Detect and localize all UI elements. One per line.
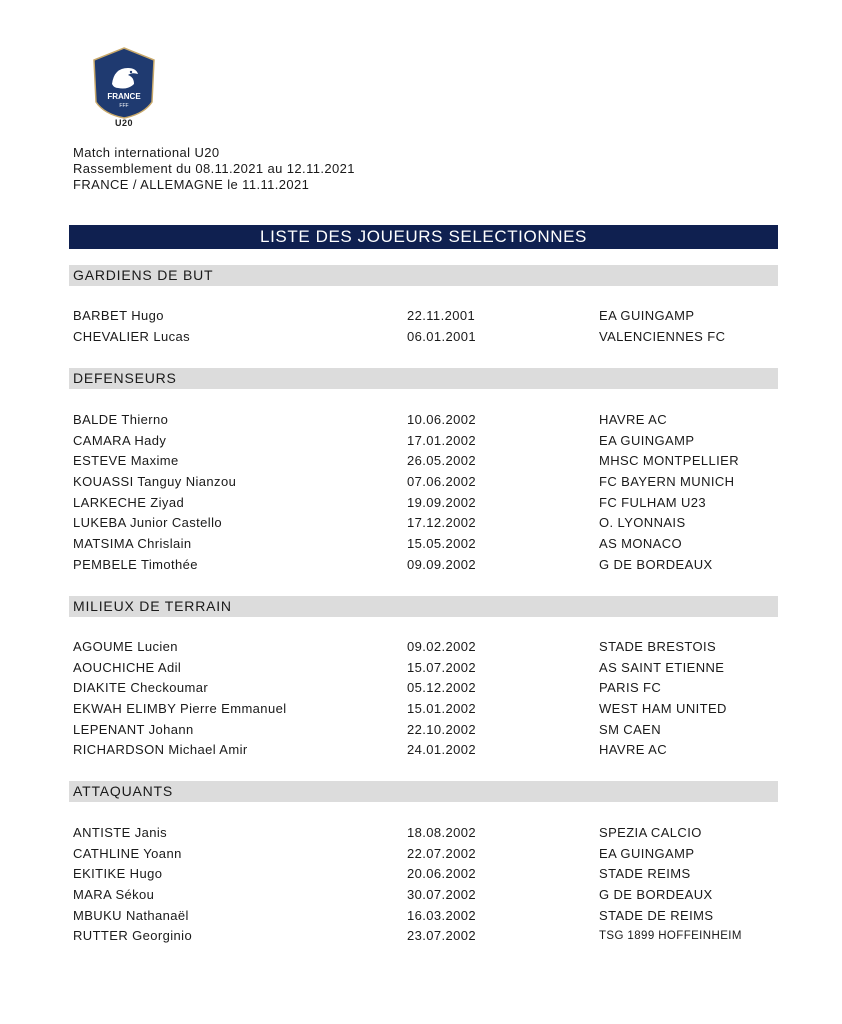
player-name: MATSIMA Chrislain <box>73 536 192 552</box>
player-name: CHEVALIER Lucas <box>73 328 191 344</box>
player-club: AS MONACO <box>599 536 683 552</box>
player-name: CATHLINE Yoann <box>73 845 182 861</box>
player-name: RUTTER Georginio <box>73 928 193 944</box>
logo-caption-u20: U20 <box>114 118 133 128</box>
player-row <box>69 410 778 431</box>
player-dob: 10.06.2002 <box>407 412 477 427</box>
player-dob: 16.03.2002 <box>407 907 477 923</box>
player-row <box>69 555 778 576</box>
player-dob: 22.11.2001 <box>407 308 476 323</box>
player-dob: 22.07.2002 <box>407 845 477 861</box>
crest-fff-text: FFF <box>119 103 129 109</box>
player-row <box>69 699 778 720</box>
player-row <box>69 431 778 452</box>
player-club: MHSC MONTPELLIER <box>599 453 740 469</box>
player-name: RICHARDSON Michael Amir <box>73 742 248 758</box>
player-name: LEPENANT Johann <box>73 721 194 737</box>
player-dob: 24.01.2002 <box>407 742 477 758</box>
player-dob: 19.09.2002 <box>407 494 477 510</box>
player-club: EA GUINGAMP <box>599 432 695 448</box>
rooster-eye-dot <box>130 71 132 73</box>
player-dob: 15.01.2002 <box>407 701 477 717</box>
player-row <box>69 926 778 947</box>
player-row <box>69 844 778 865</box>
player-name: CAMARA Hady <box>73 432 167 448</box>
player-row <box>69 658 778 679</box>
player-row <box>69 885 778 906</box>
section-heading: MILIEUX DE TERRAIN <box>69 596 778 617</box>
player-club: O. LYONNAIS <box>599 515 686 531</box>
player-club: STADE DE REIMS <box>599 907 714 923</box>
section-defenders <box>69 368 778 576</box>
player-club: STADE BRESTOIS <box>599 639 717 654</box>
player-dob: 15.05.2002 <box>407 536 477 552</box>
player-row <box>69 720 778 741</box>
player-name: BARBET Hugo <box>73 308 164 323</box>
player-row <box>69 534 778 555</box>
player-row <box>69 513 778 534</box>
player-dob: 26.05.2002 <box>407 453 477 469</box>
player-dob: 06.01.2001 <box>407 328 477 344</box>
match-info-line-2: Rassemblement du 08.11.2021 au 12.11.2021 <box>73 161 355 176</box>
player-name: ANTISTE Janis <box>73 825 168 840</box>
player-dob: 20.06.2002 <box>407 866 477 882</box>
player-dob: 17.01.2002 <box>407 432 477 448</box>
player-dob: 23.07.2002 <box>407 928 477 944</box>
player-row <box>69 306 778 327</box>
match-info-line-3: FRANCE / ALLEMAGNE le 11.11.2021 <box>73 177 310 192</box>
match-info-line-1: Match international U20 <box>73 145 220 160</box>
player-dob: 22.10.2002 <box>407 721 477 737</box>
player-club: EA GUINGAMP <box>599 308 695 323</box>
player-dob: 09.02.2002 <box>407 639 477 654</box>
player-name: LUKEBA Junior Castello <box>73 515 222 531</box>
player-club: PARIS FC <box>599 680 662 696</box>
player-club: TSG 1899 HOFFEINHEIM <box>599 930 742 943</box>
player-club: AS SAINT ETIENNE <box>599 659 725 675</box>
player-dob: 15.07.2002 <box>407 659 477 675</box>
player-dob: 17.12.2002 <box>407 515 477 531</box>
player-club: STADE REIMS <box>599 866 691 882</box>
player-club: HAVRE AC <box>599 412 667 427</box>
player-row <box>69 678 778 699</box>
player-dob: 07.06.2002 <box>407 474 477 490</box>
section-heading: ATTAQUANTS <box>69 781 778 802</box>
player-row <box>69 823 778 844</box>
player-name: EKITIKE Hugo <box>73 866 163 882</box>
document-title: LISTE DES JOUEURS SELECTIONNES <box>69 225 778 249</box>
player-dob: 05.12.2002 <box>407 680 477 696</box>
section-forwards <box>69 781 778 947</box>
player-name: MARA Sékou <box>73 887 155 903</box>
section-heading: DEFENSEURS <box>69 368 778 389</box>
player-row <box>69 906 778 927</box>
player-row <box>69 864 778 885</box>
player-name: AOUCHICHE Adil <box>73 659 182 675</box>
player-row <box>69 327 778 348</box>
player-name: EKWAH ELIMBY Pierre Emmanuel <box>73 701 287 717</box>
section-goalkeepers <box>69 265 778 347</box>
player-club: FC BAYERN MUNICH <box>599 474 735 490</box>
player-name: ESTEVE Maxime <box>73 453 179 469</box>
player-name: BALDE Thierno <box>73 412 169 427</box>
player-dob: 18.08.2002 <box>407 825 477 840</box>
player-club: WEST HAM UNITED <box>599 701 727 717</box>
player-row <box>69 740 778 761</box>
crest-france-text: FRANCE <box>107 92 141 101</box>
player-row <box>69 637 778 658</box>
player-name: KOUASSI Tanguy Nianzou <box>73 474 237 490</box>
section-midfielders <box>69 596 778 761</box>
match-info <box>73 145 355 193</box>
player-name: AGOUME Lucien <box>73 639 178 654</box>
player-club: EA GUINGAMP <box>599 845 695 861</box>
player-name: PEMBELE Timothée <box>73 556 198 572</box>
player-name: MBUKU Nathanaël <box>73 907 189 923</box>
player-club: FC FULHAM U23 <box>599 494 707 510</box>
player-dob: 30.07.2002 <box>407 887 477 903</box>
player-club: VALENCIENNES FC <box>599 328 726 344</box>
player-club: G DE BORDEAUX <box>599 556 713 572</box>
player-club: G DE BORDEAUX <box>599 887 713 903</box>
player-row <box>69 472 778 493</box>
player-club: SPEZIA CALCIO <box>599 825 702 840</box>
player-name: LARKECHE Ziyad <box>73 494 185 510</box>
player-name: DIAKITE Checkoumar <box>73 680 209 696</box>
player-club: HAVRE AC <box>599 742 667 758</box>
section-heading: GARDIENS DE BUT <box>69 265 778 286</box>
player-row <box>69 493 778 514</box>
player-dob: 09.09.2002 <box>407 556 477 572</box>
player-row <box>69 451 778 472</box>
player-club: SM CAEN <box>599 721 662 737</box>
